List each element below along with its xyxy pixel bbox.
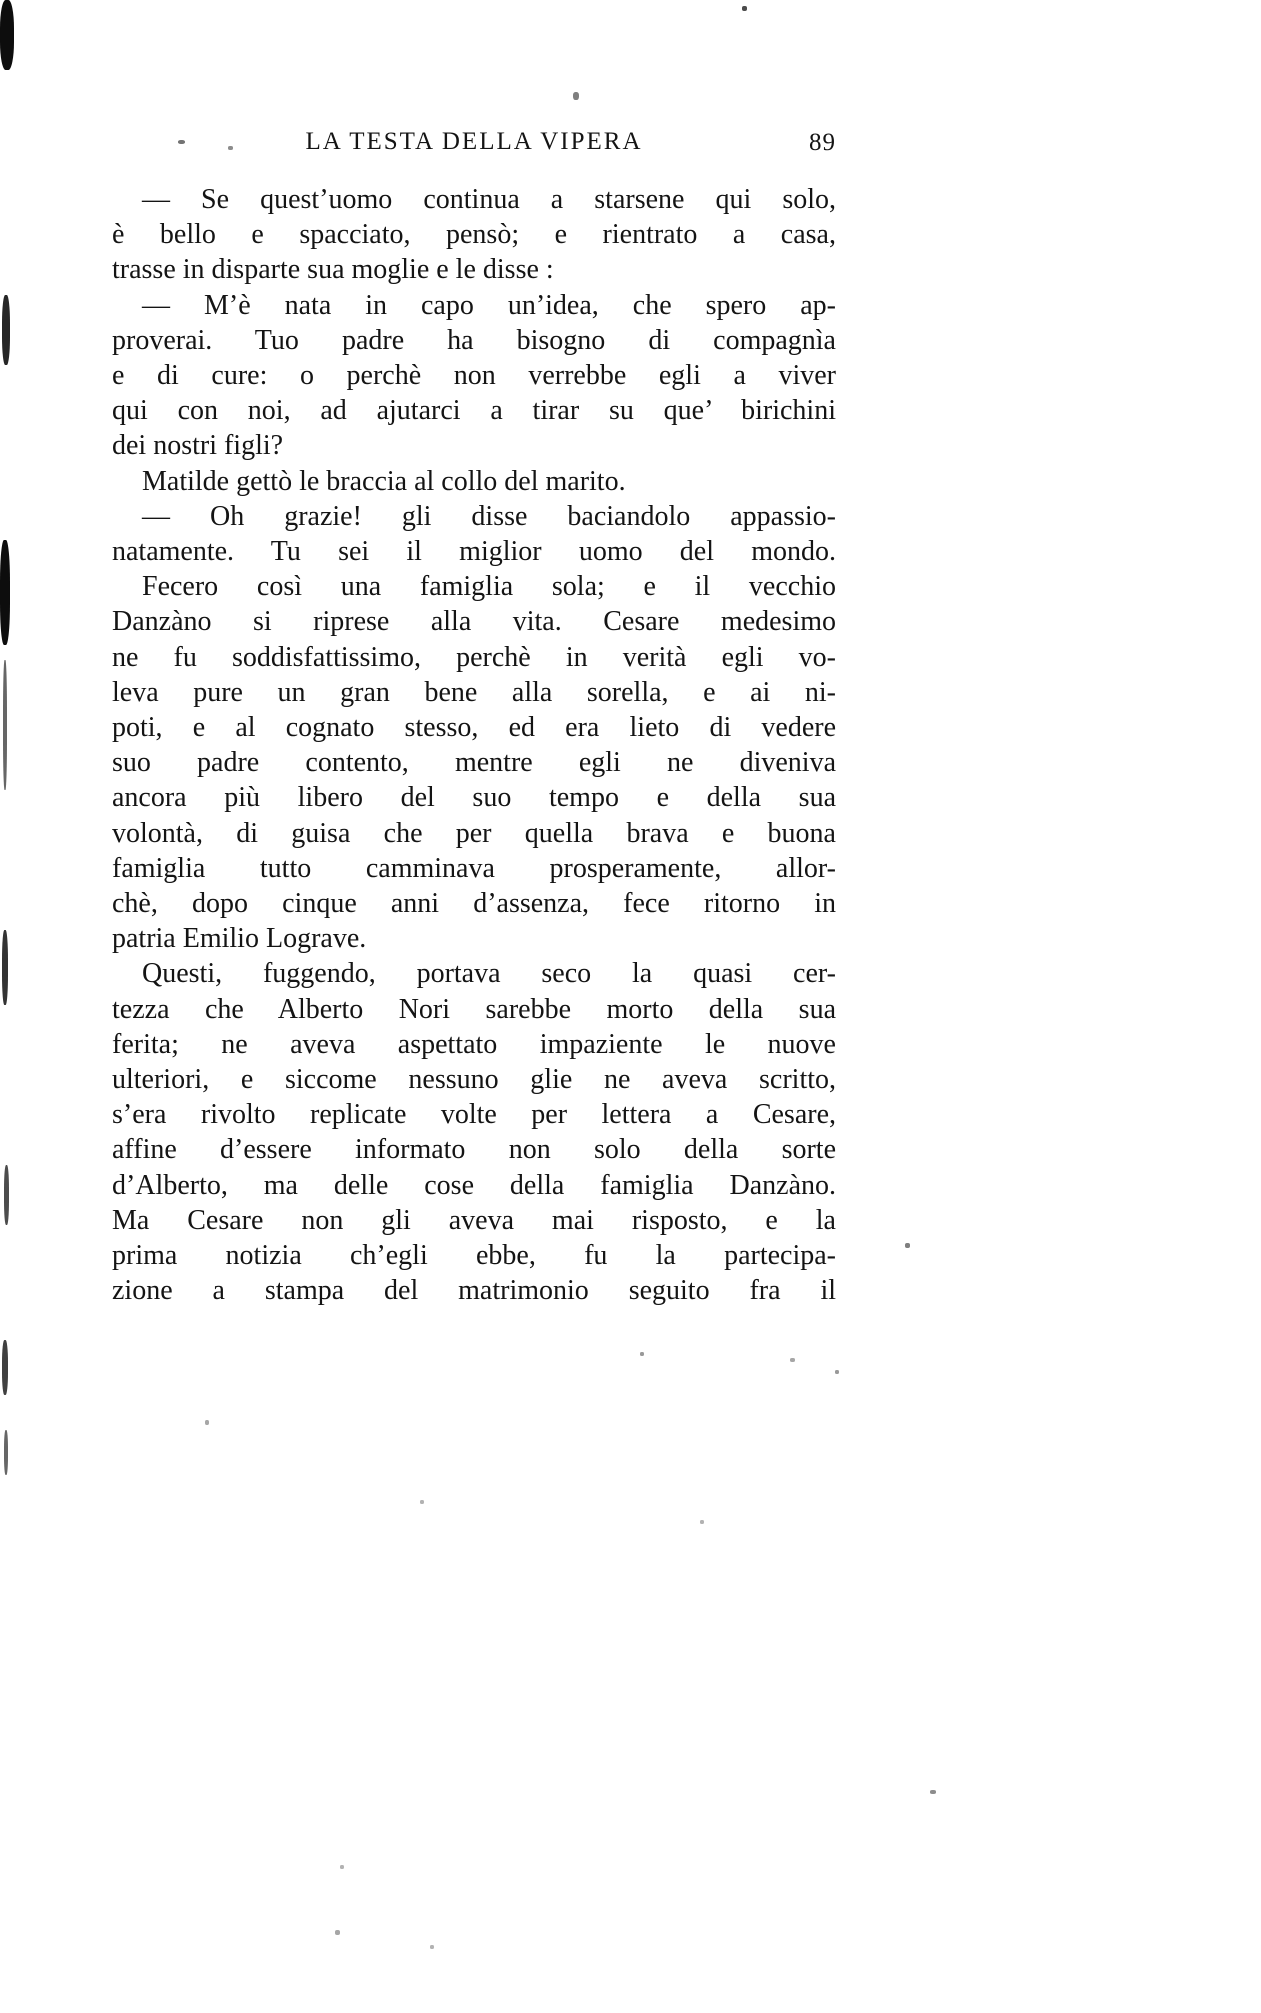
text-line: e di cure: o perchè non verrebbe egli a viver (112, 360, 836, 392)
text-line: poti, e al cognato stesso, ed era lieto di vedere (112, 712, 836, 744)
text-line: proverai. Tuo padre ha bisogno di compagnìa (112, 324, 836, 356)
text-line: zione a stampa del matrimonio seguito fra il (112, 1275, 836, 1307)
text-line: chè, dopo cinque anni d’assenza, fece ritorno in (112, 888, 836, 920)
page-header (112, 128, 836, 164)
scan-artifact (335, 1930, 340, 1935)
scan-artifact (640, 1352, 644, 1356)
text-line: prima notizia ch’egli ebbe, fu la partecipa- (112, 1240, 836, 1272)
page-number: 89 (809, 129, 836, 156)
text-line: — M’è nata in capo un’idea, che spero ap- (142, 289, 836, 321)
text-line: ulteriori, e siccome nessuno glie ne aveva scritto, (112, 1064, 836, 1096)
text-line: leva pure un gran bene alla sorella, e ai ni- (112, 676, 836, 708)
scan-artifact (0, 540, 10, 645)
scan-artifact (0, 0, 14, 70)
text-line: trasse in disparte sua moglie e le disse : (112, 254, 554, 286)
text-line: dei nostri figli? (112, 430, 284, 462)
text-line: affine d’essere informato non solo della sorte (112, 1134, 836, 1166)
scan-artifact (573, 92, 579, 100)
body-text (112, 182, 836, 1309)
text-line: — Se quest’uomo continua a starsene qui solo, (142, 184, 836, 215)
text-line: qui con noi, ad ajutarci a tirar su que’ birichini (112, 395, 836, 427)
text-line: Fecero così una famiglia sola; e il vecchio (142, 571, 836, 603)
running-title: LA TESTA DELLA VIPERA (305, 128, 643, 155)
text-line: ne fu soddisfattissimo, perchè in verità egli vo- (112, 641, 836, 673)
scan-artifact (4, 1165, 9, 1225)
text-line: Matilde gettò le braccia al collo del marito. (142, 465, 626, 497)
text-line: d’Alberto, ma delle cose della famiglia Danzàno. (112, 1169, 836, 1201)
scan-artifact (905, 1243, 910, 1248)
scan-artifact (2, 1340, 8, 1395)
scan-artifact (930, 1790, 936, 1794)
scan-artifact (700, 1520, 704, 1524)
text-line: tezza che Alberto Nori sarebbe morto della sua (112, 993, 836, 1025)
scan-artifact (4, 1430, 8, 1475)
text-line: Ma Cesare non gli aveva mai risposto, e la (112, 1204, 836, 1236)
text-line: — Oh grazie! gli disse baciandolo appassio- (142, 500, 836, 532)
scan-artifact (340, 1865, 344, 1869)
text-line: ferita; ne aveva aspettato impaziente le nuove (112, 1028, 836, 1060)
scan-artifact (430, 1945, 434, 1949)
text-line: Questi, fuggendo, portava seco la quasi cer- (142, 958, 836, 990)
scan-artifact (205, 1420, 209, 1425)
scan-artifact (2, 930, 8, 1005)
scan-artifact (420, 1500, 424, 1504)
text-line: s’era rivolto replicate volte per lettera a Cesare, (112, 1099, 836, 1131)
scan-artifact (790, 1358, 795, 1362)
scan-artifact (3, 660, 7, 790)
scan-artifact (742, 6, 747, 11)
text-line: natamente. Tu sei il miglior uomo del mondo. (112, 536, 836, 568)
text-line: ancora più libero del suo tempo e della sua (112, 782, 836, 814)
scan-artifact (2, 295, 10, 365)
text-line: suo padre contento, mentre egli ne diveniva (112, 747, 836, 779)
text-line: Danzàno si riprese alla vita. Cesare medesimo (112, 606, 836, 638)
text-line: famiglia tutto camminava prosperamente, allor- (112, 852, 836, 884)
text-line: è bello e spacciato, pensò; e rientrato a casa, (112, 219, 836, 251)
scan-artifact (835, 1370, 839, 1374)
text-line: patria Emilio Lograve. (112, 923, 367, 955)
text-line: volontà, di guisa che per quella brava e buona (112, 817, 836, 849)
